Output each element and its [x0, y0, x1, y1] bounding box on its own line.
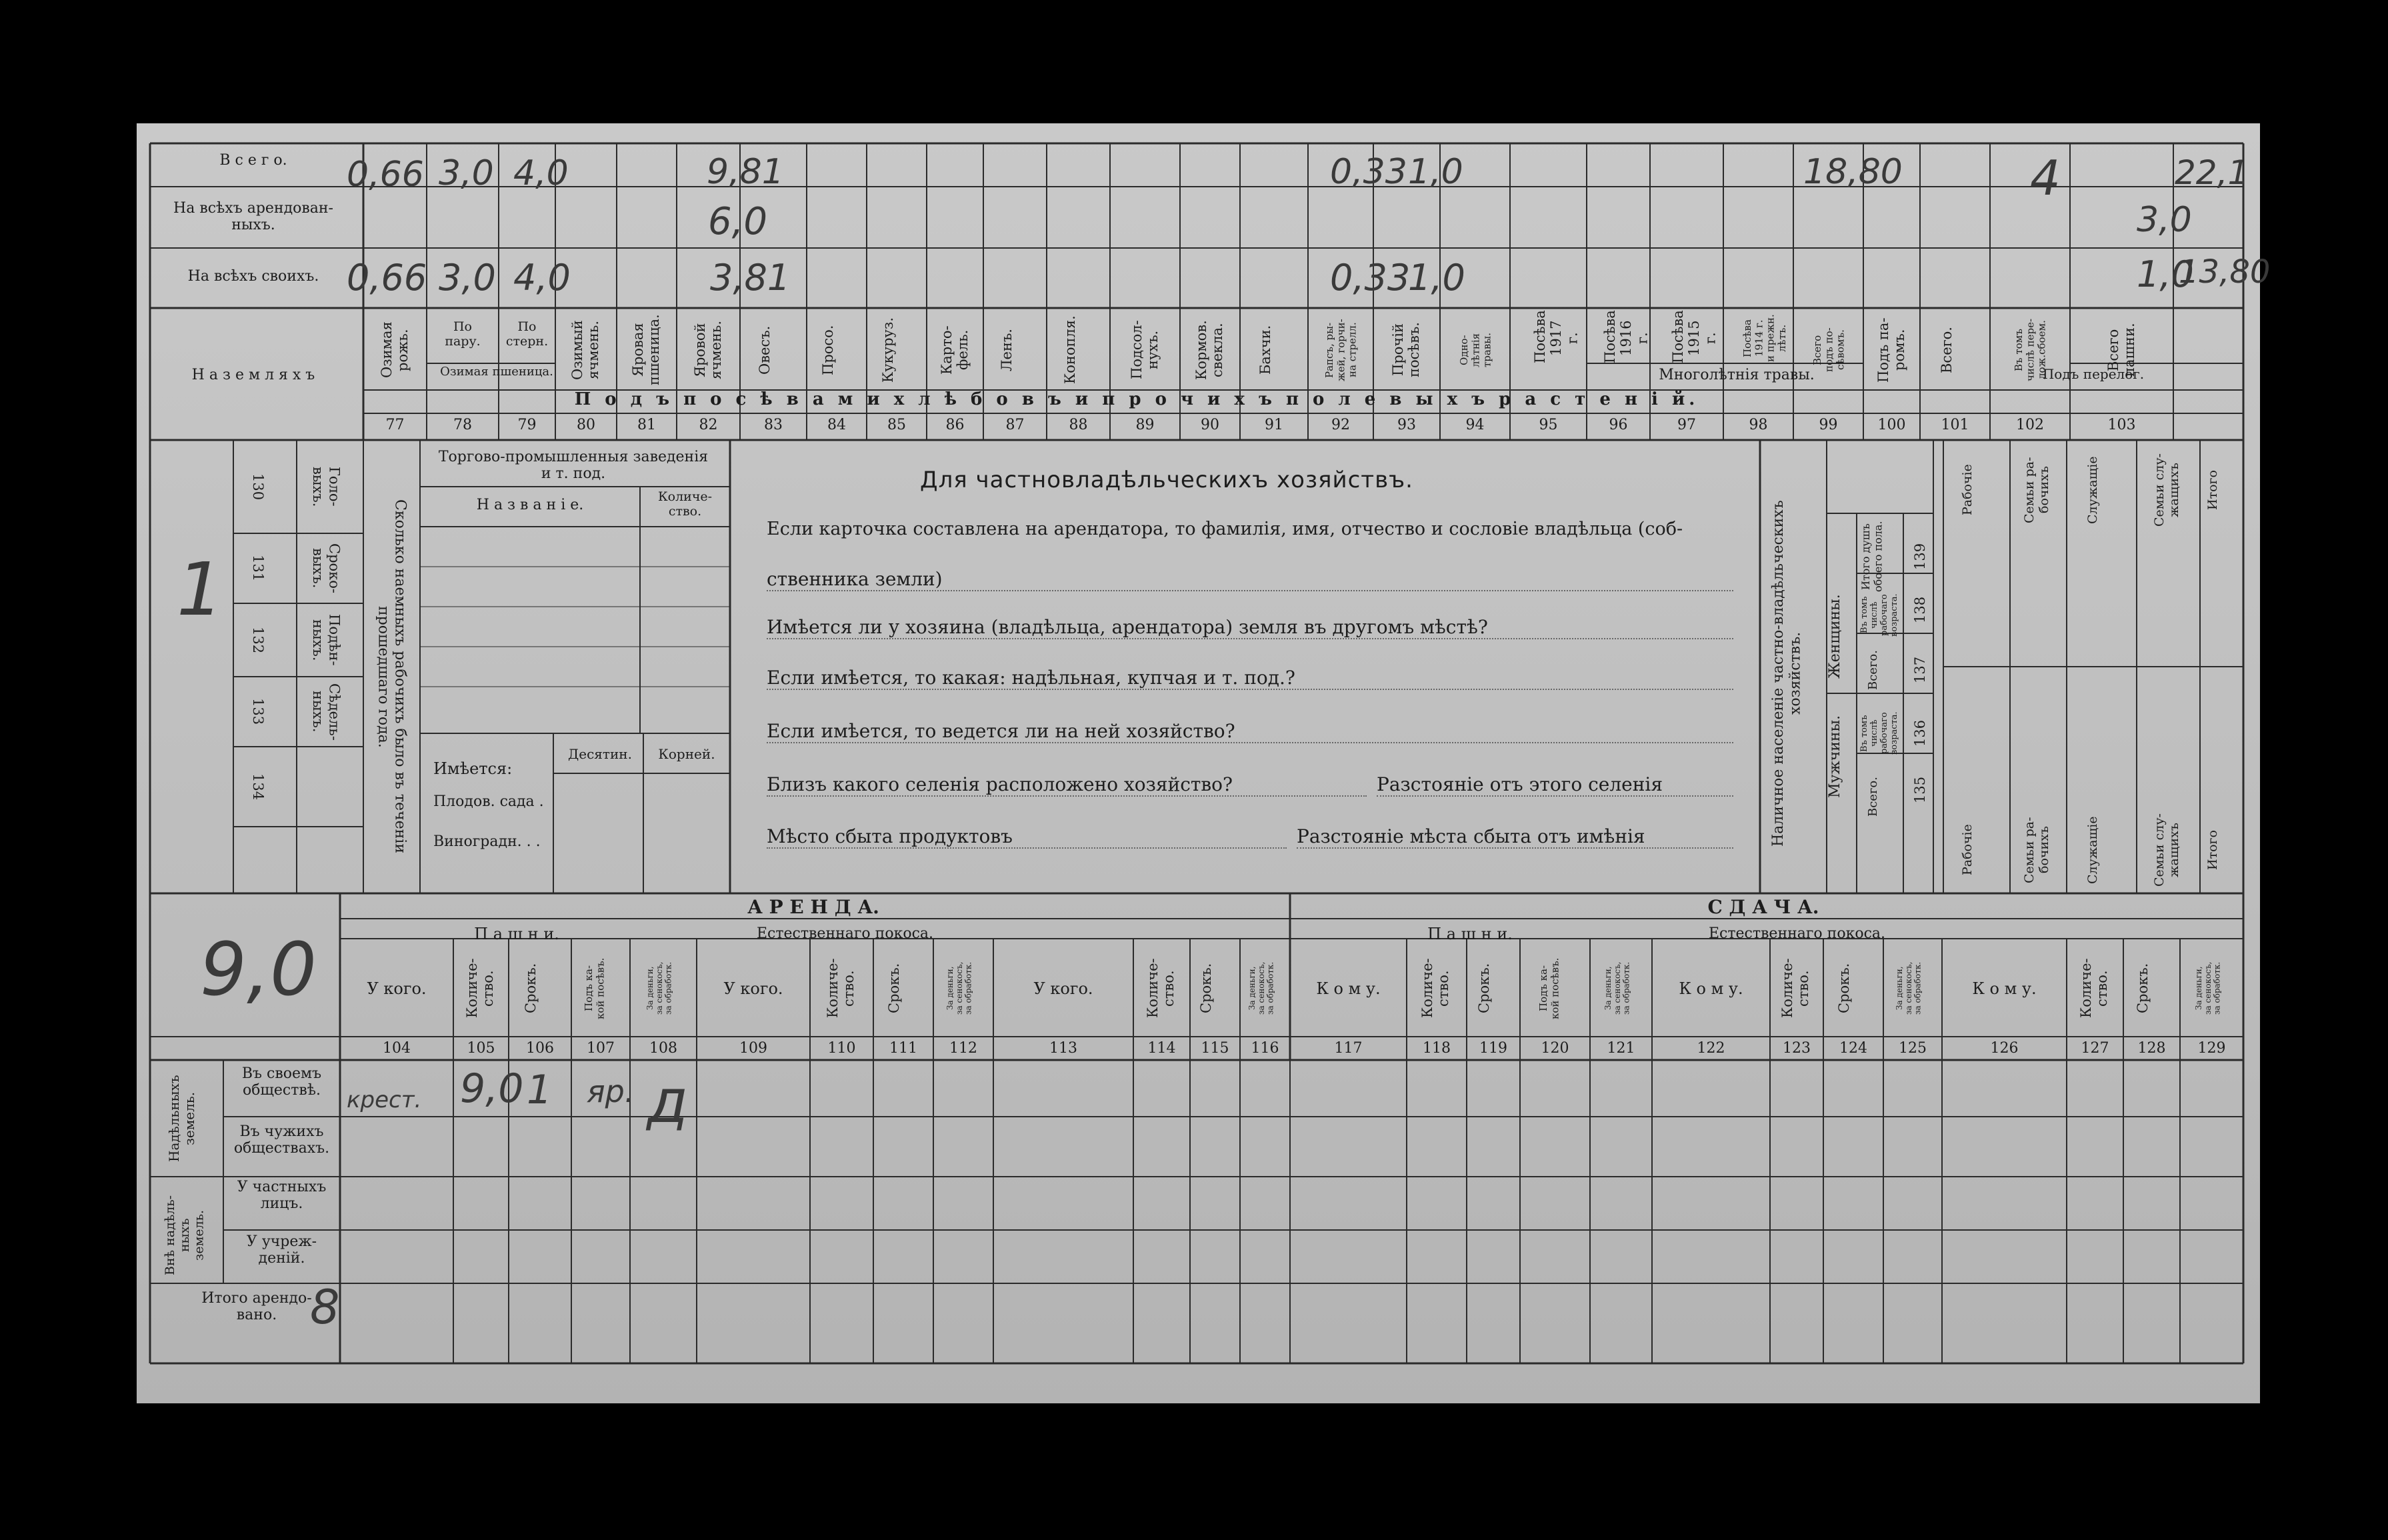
hw-svoi-102: 1,0: [2137, 253, 2194, 295]
crop-num-90: 90: [1201, 417, 1219, 433]
arenda-num-104: 104: [383, 1040, 411, 1057]
hw-arenda-total: 9,0: [200, 927, 317, 1012]
arenda-num-108: 108: [649, 1040, 677, 1057]
row-label-na-zemlyah: Н а з е м л я х ъ: [191, 367, 315, 383]
crop-num-80: 80: [577, 417, 595, 433]
private-l6b: [1377, 773, 1733, 797]
arenda-head-114: Количе- ство.: [1144, 958, 1177, 1019]
crop-num-103: 103: [2107, 417, 2136, 433]
arenda-head-129: За деньги, за сенокосъ, за обработк.: [2193, 961, 2222, 1015]
pop-vtom-f: Въ томъ числѣ рабочаго возраста.: [1859, 593, 1899, 637]
crop-col-99: Всего подъ по- сѣвомъ.: [1811, 327, 1846, 373]
crop-col-91: Бахчи.: [1257, 325, 1273, 375]
private-l5-text: Если имѣется, то ведется ли на ней хозяйство?: [767, 720, 1235, 742]
private-l6: [767, 773, 1367, 797]
private-l6b-text: Разстояніе отъ этого селенія: [1377, 773, 1663, 795]
arenda-head-110: Количе- ство.: [824, 958, 857, 1019]
crop-num-94: 94: [1465, 417, 1485, 433]
arenda-head-123: Количе- ство.: [1779, 958, 1812, 1019]
naemnyh-label: Сколько наемныхъ рабочихъ было въ теченіи прошедшаго года.: [375, 499, 409, 854]
arenda-num-123: 123: [1783, 1040, 1811, 1057]
crop-col-80: Озимый ячмень.: [569, 320, 602, 380]
sdacha-pashni: П а ш н и.: [1427, 925, 1513, 943]
arenda-head-118: Количе- ство.: [1419, 958, 1452, 1019]
arenda-num-129: 129: [2197, 1040, 2226, 1057]
crop-num-79: 79: [517, 417, 537, 433]
hw-vsego-77: 0,66: [347, 155, 424, 195]
row-svoem: Въ своемъ обществѣ.: [241, 1065, 322, 1099]
row-uchrezh: У учреж- деній.: [246, 1233, 317, 1267]
arenda-num-128: 128: [2137, 1040, 2166, 1057]
pop-right-top-3: Семьи слу- жащихъ: [2151, 453, 2181, 527]
arenda-num-124: 124: [1839, 1040, 1867, 1057]
hw-svoi-78: 3,0: [439, 257, 496, 299]
private-l7b: [1297, 825, 1733, 849]
arenda-head-127: Количе- ство.: [2077, 958, 2110, 1019]
pop-right-bot-2: Служащіе: [2085, 816, 2100, 884]
arenda-num-115: 115: [1201, 1040, 1229, 1057]
arenda-head-109: У кого.: [723, 979, 783, 998]
lm-num-130: 130: [250, 473, 267, 501]
hw-vsego-82: 9,81: [707, 152, 784, 192]
arenda-num-105: 105: [467, 1040, 495, 1057]
crop-num-101: 101: [1941, 417, 1969, 433]
arenda-num-112: 112: [949, 1040, 977, 1057]
sdacha-pokos: Естественнаго покоса.: [1708, 925, 1885, 942]
arenda-num-113: 113: [1049, 1040, 1077, 1057]
private-l4: [767, 667, 1733, 690]
arenda-num-116: 116: [1251, 1040, 1279, 1057]
arenda-head-121: За деньги, за сенокосъ, за обработк.: [1603, 961, 1631, 1015]
arenda-num-122: 122: [1697, 1040, 1725, 1057]
private-l1: Если карточка составлена на арендатора, то фамилія, имя, отчество и сословіе владѣльца (соб-: [767, 519, 1683, 539]
pop-n135: 135: [1912, 776, 1928, 804]
arenda-head-115: Срокъ.: [1197, 963, 1214, 1014]
hw-svoi-92: 1,0: [1408, 257, 1465, 299]
crop-col-84: Просо.: [820, 325, 836, 375]
crop-col-79: По стерн.: [505, 319, 549, 349]
crop-col-94: Одно- лѣтнія травы.: [1457, 333, 1493, 367]
row-chuzhih: Въ чужихъ обществахъ.: [233, 1123, 330, 1157]
hw-vsego-100: 4: [2030, 150, 2061, 206]
arenda-head-117: К о м у.: [1316, 979, 1381, 998]
hw-svoi-79: 4,0: [513, 257, 571, 299]
crop-col-82: Яровой ячмень.: [691, 321, 724, 379]
crop-col-77: Озимая рожь.: [378, 321, 411, 379]
crop-col-93: Прочій посѣвъ.: [1390, 322, 1423, 378]
arenda-num-118: 118: [1423, 1040, 1451, 1057]
pop-right-bot-4: Итого: [2205, 830, 2220, 870]
arenda-num-126: 126: [1990, 1040, 2019, 1057]
private-l2: [767, 568, 1733, 591]
hw-vsego-79: 4,0: [513, 153, 569, 193]
arenda-num-125: 125: [1899, 1040, 1927, 1057]
arenda-head-106: Срокъ.: [523, 963, 539, 1014]
crop-col-92: Рапсъ, ры- жей, горчи- на стрелл.: [1323, 319, 1359, 381]
pop-right-top-1: Семьи ра- бочихъ: [2021, 457, 2051, 523]
crop-num-77: 77: [385, 417, 405, 433]
crop-col-85: Кукуруз.: [880, 317, 896, 383]
crop-num-102: 102: [2016, 417, 2044, 433]
pop-vsego-f: Всего.: [1866, 650, 1880, 690]
lm-num-132: 132: [250, 626, 267, 654]
trade-korney: Корней.: [658, 746, 715, 762]
crop-num-83: 83: [764, 417, 783, 433]
hw-svoi-91: 0,33: [1330, 257, 1411, 299]
hw-r1-104: крест.: [347, 1087, 422, 1113]
crop-col-98: Посѣва 1914 г. и прежн. лѣтъ.: [1741, 314, 1788, 363]
crop-col-95: Посѣва 1917 г.: [1531, 310, 1580, 363]
crop-num-92: 92: [1331, 417, 1350, 433]
arenda-num-121: 121: [1607, 1040, 1635, 1057]
pop-right-bot-3: Семьи слу- жащихъ: [2151, 813, 2181, 887]
arenda-num-127: 127: [2081, 1040, 2109, 1057]
private-l7b-text: Разстояніе мѣста сбыта отъ имѣнія: [1297, 825, 1645, 847]
hw-arend-82: 6,0: [708, 200, 768, 243]
crop-num-99: 99: [1819, 417, 1838, 433]
private-l4-text: Если имѣется, то какая: надѣльная, купчая и т. под.?: [767, 667, 1295, 689]
nadel-label: Надѣльныхъ земель.: [166, 1075, 197, 1162]
crop-num-91: 91: [1265, 417, 1283, 433]
lm-label-131: Сроко- выхъ.: [310, 543, 343, 594]
arenda-num-109: 109: [739, 1040, 767, 1057]
arenda-head-113: У кого.: [1033, 979, 1093, 998]
arenda-num-110: 110: [827, 1040, 856, 1057]
arenda-num-114: 114: [1147, 1040, 1176, 1057]
hw-svoi-77: 0,66: [347, 257, 427, 299]
crop-num-84: 84: [827, 417, 846, 433]
pop-zhen: Женщины.: [1827, 594, 1843, 679]
row-label-arend: На всѣхъ арендован- ныхъ.: [173, 200, 333, 234]
crop-col-103: Всего пашни.: [2105, 323, 2137, 377]
lm-num-134: 134: [250, 773, 267, 801]
sdacha-banner: С Д А Ч А.: [1707, 896, 1819, 918]
arenda-head-107: Подъ ка- кой посѣвъ.: [583, 957, 607, 1019]
lm-num-133: 133: [250, 698, 267, 725]
crop-col-78: По пару.: [445, 319, 481, 349]
crop-num-95: 95: [1539, 417, 1558, 433]
pop-right-bot-0: Рабочіе: [1960, 824, 1975, 876]
private-l7: [767, 825, 1287, 849]
hw-r1-107: яр.: [587, 1073, 635, 1109]
hw-vsego-103: 22,1: [2175, 153, 2249, 192]
crop-col-87: Ленъ.: [998, 329, 1015, 371]
pop-muzh: Мужчины.: [1827, 715, 1843, 799]
crop-col-88: Конопля.: [1061, 315, 1078, 385]
crop-col-90: Кормов. свекла.: [1193, 320, 1226, 380]
crop-num-88: 88: [1069, 417, 1088, 433]
private-l3-text: Имѣется ли у хозяина (владѣльца, арендатора) земля въ другомъ мѣстѣ?: [767, 616, 1488, 638]
crop-num-82: 82: [699, 417, 718, 433]
pop-n139: 139: [1912, 543, 1928, 571]
population-title: Наличное населеніе частно-владѣльческихъ хозяйствъ.: [1770, 500, 1804, 847]
arenda-head-108: За деньги, за сенокосъ, за обработк.: [645, 961, 673, 1015]
trade-desyatin: Десятин.: [568, 746, 632, 762]
hw-vsego-91: 0,33: [1330, 152, 1407, 192]
trade-title: Торгово-промышленныя заведенія и т. под.: [438, 449, 709, 483]
pop-right-top-0: Рабочіе: [1960, 464, 1975, 516]
hw-mark: 1: [177, 547, 223, 632]
pop-n138: 138: [1912, 596, 1928, 624]
pop-vtom-m: Въ томъ числѣ рабочаго возраста.: [1859, 711, 1899, 755]
arenda-num-120: 120: [1541, 1040, 1569, 1057]
crop-num-86: 86: [945, 417, 965, 433]
crop-num-78: 78: [453, 417, 472, 433]
arenda-head-128: Срокъ.: [2134, 963, 2151, 1014]
private-l3: [767, 616, 1733, 639]
crop-col-89: Подсол- нухъ.: [1128, 320, 1161, 380]
lm-label-132: Подѣн- ныхъ.: [310, 614, 343, 666]
arenda-head-122: К о м у.: [1679, 979, 1743, 998]
hw-svoi-103: 13,80: [2179, 253, 2271, 291]
group-mnogolet: Многолѣтнія травы.: [1659, 367, 1815, 383]
trade-imeetsya: Имѣется:: [433, 759, 513, 778]
pop-itogo: Итого душъ обоего пола.: [1859, 521, 1885, 593]
arenda-head-111: Срокъ.: [886, 963, 902, 1014]
lm-num-131: 131: [250, 555, 267, 582]
pop-n136: 136: [1912, 719, 1928, 747]
arenda-head-124: Срокъ.: [1836, 963, 1852, 1014]
row-label-vsego: В с е г о.: [219, 152, 287, 169]
arenda-banner: А Р Е Н Д А.: [747, 896, 879, 918]
arenda-pokos: Естественнаго покоса.: [756, 925, 933, 942]
private-l2-text: ственника земли): [767, 568, 943, 590]
crop-col-101: Всего.: [1938, 327, 1955, 373]
row-chastnyh: У частныхъ лицъ.: [237, 1179, 327, 1213]
hw-itogo: 8: [310, 1280, 340, 1335]
arenda-head-119: Срокъ.: [1476, 963, 1492, 1014]
crop-num-100: 100: [1877, 417, 1906, 433]
arenda-pashni: П а ш н и.: [474, 925, 559, 943]
crop-col-81: Яровая пшеница.: [630, 314, 663, 386]
pop-right-top-2: Служащіе: [2085, 456, 2100, 524]
crop-col-96: Посѣва 1916 г.: [1601, 310, 1650, 363]
hw-r1-108: д: [647, 1067, 689, 1137]
arenda-head-120: Подъ ка- кой посѣвъ.: [1537, 957, 1561, 1019]
crop-col-86: Карто- фель.: [938, 325, 971, 375]
arenda-head-105: Количе- ство.: [463, 958, 496, 1019]
trade-sad: Плодов. сада .: [433, 793, 544, 810]
private-l6-text: Близъ какого селенія расположено хозяйство?: [767, 773, 1233, 795]
trade-qty-col: Количе- ство.: [657, 489, 713, 519]
crop-num-85: 85: [887, 417, 906, 433]
pop-right-bot-1: Семьи ра- бочихъ: [2021, 817, 2051, 883]
row-itogo: Итого арендо- вано.: [201, 1290, 312, 1324]
arenda-head-104: У кого.: [367, 979, 427, 998]
hw-r1-106: 1: [527, 1067, 553, 1113]
arenda-head-126: К о м у.: [1972, 979, 2037, 998]
crop-num-98: 98: [1749, 417, 1768, 433]
arenda-num-117: 117: [1334, 1040, 1363, 1057]
lm-label-130: Голо- выхъ.: [310, 466, 343, 507]
arenda-num-119: 119: [1479, 1040, 1507, 1057]
group-perelog: Подъ перелог.: [2042, 366, 2145, 382]
hw-vsego-98: 18,80: [1803, 152, 1903, 192]
crop-col-83: Овесъ.: [757, 325, 773, 375]
trade-name-col: Н а з в а н і е.: [476, 497, 584, 513]
pop-right-top-4: Итого: [2205, 470, 2220, 510]
crop-col-97: Посѣва 1915 г.: [1670, 310, 1719, 363]
crop-num-93: 93: [1397, 417, 1416, 433]
crop-num-87: 87: [1005, 417, 1025, 433]
crop-col-102: Въ томъ числѣ пере- лож.сбоем.: [2013, 318, 2048, 382]
crop-num-96: 96: [1609, 417, 1628, 433]
hw-svoi-82: 3,81: [710, 257, 791, 299]
vne-label: Внѣ надѣль- ныхъ земель.: [163, 1195, 207, 1275]
row-label-svoi: На всѣхъ своихъ.: [187, 268, 319, 285]
arenda-head-112: За деньги, за сенокосъ, за обработк.: [945, 961, 973, 1015]
trade-vinograd: Виноградн. . .: [433, 833, 541, 850]
crop-col-100: Подъ па- ромъ.: [1875, 317, 1907, 383]
pop-vsego-m: Всего.: [1866, 777, 1880, 817]
pop-n137: 137: [1912, 656, 1928, 684]
crop-num-89: 89: [1135, 417, 1155, 433]
lm-label-133: Сѣдель- ныхъ.: [310, 683, 343, 741]
private-l5: [767, 720, 1733, 743]
hw-arend-102: 3,0: [2137, 200, 2192, 240]
hw-vsego-92: 1,0: [1408, 152, 1463, 192]
arenda-head-116: За деньги, за сенокосъ, за обработк.: [1247, 961, 1275, 1015]
arenda-num-107: 107: [587, 1040, 615, 1057]
private-l7-text: Мѣсто сбыта продуктовъ: [767, 825, 1013, 847]
crop-num-81: 81: [637, 417, 656, 433]
crop-num-97: 97: [1677, 417, 1696, 433]
arenda-num-111: 111: [889, 1040, 917, 1057]
hw-vsego-78: 3,0: [439, 153, 494, 193]
group-ozimaya-pshenica: Озимая пшеница.: [440, 365, 553, 379]
arenda-head-125: За деньги, за сенокосъ, за обработк.: [1895, 961, 1923, 1015]
private-title: Для частновладѣльческихъ хозяйствъ.: [920, 467, 1413, 493]
arenda-num-106: 106: [526, 1040, 554, 1057]
posevy-banner: П о д ъ п о с ѣ в а м и х л ѣ б о в ъ и п р о ч и х ъ п о л е в ы х ъ р а с т е н і й.: [574, 389, 1699, 409]
hw-r1-105: 9,0: [460, 1065, 524, 1112]
